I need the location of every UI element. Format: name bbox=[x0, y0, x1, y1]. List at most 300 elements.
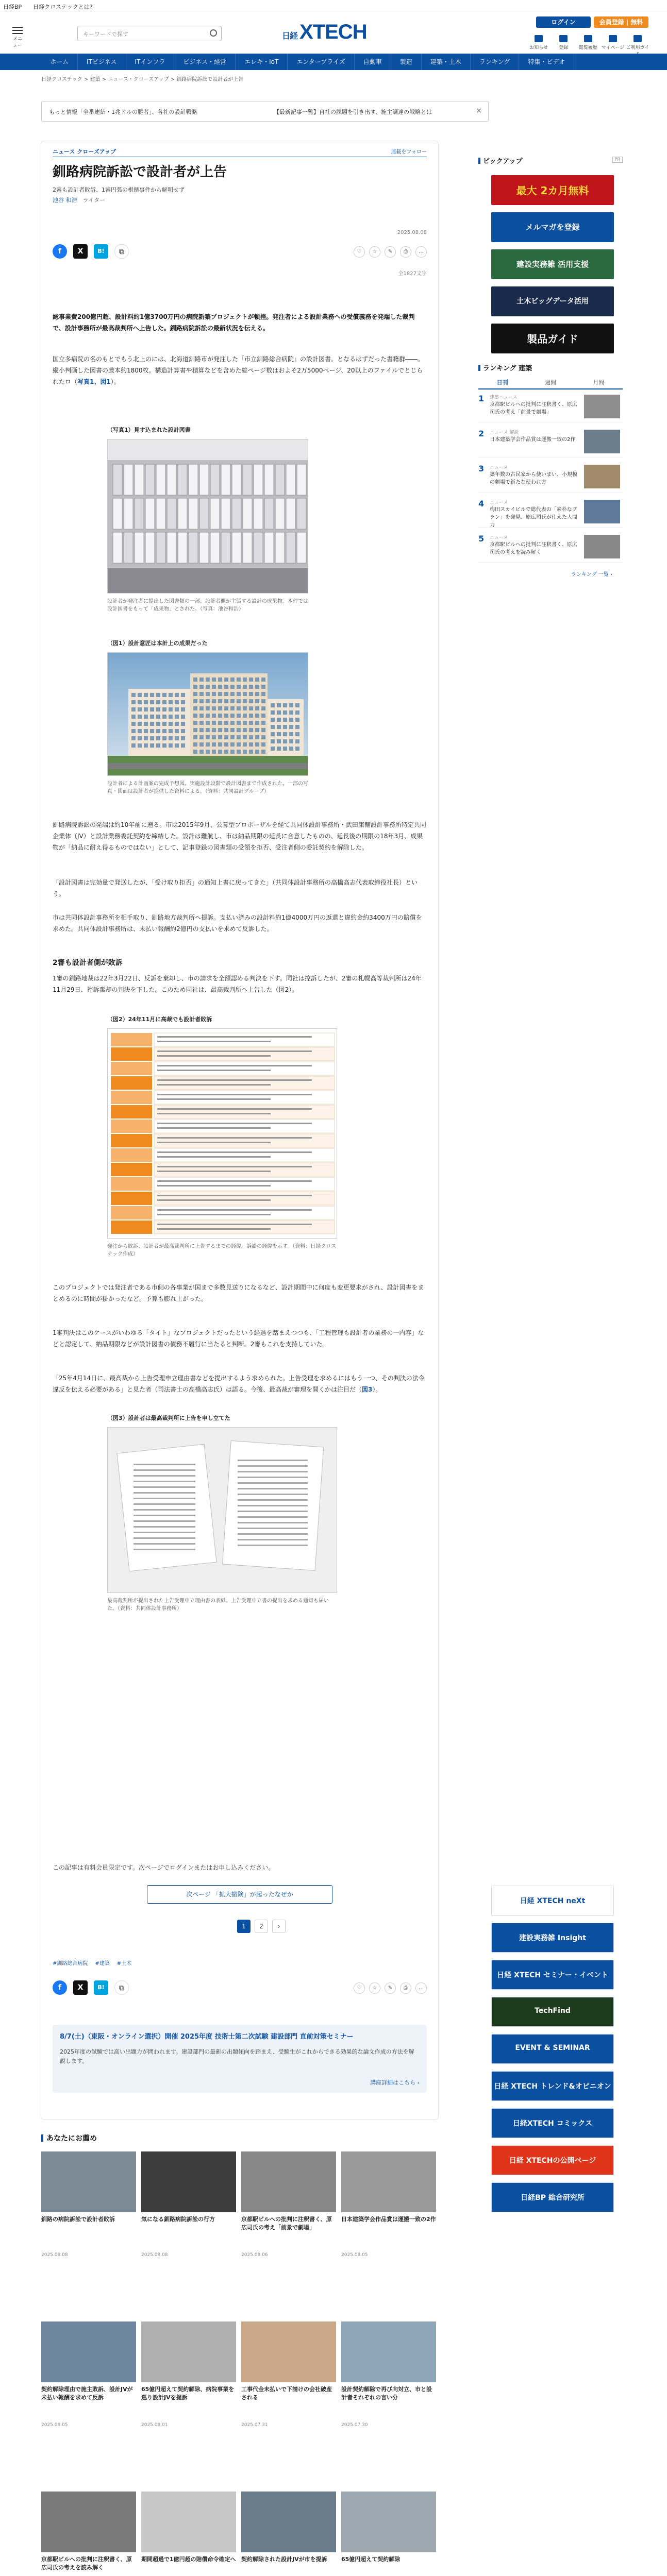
page-next[interactable]: › bbox=[272, 1920, 286, 1933]
window bbox=[212, 742, 216, 747]
text-line bbox=[157, 1098, 271, 1100]
nav-item[interactable]: エンタープライズ bbox=[288, 54, 354, 70]
promo-banner-bigdata[interactable] bbox=[491, 286, 614, 316]
window bbox=[212, 714, 216, 718]
text-line bbox=[157, 1209, 312, 1211]
promo-banner-support[interactable] bbox=[491, 249, 614, 279]
rank-number: 4 bbox=[478, 499, 485, 509]
recommend-thumbnail[interactable] bbox=[41, 2151, 136, 2212]
window bbox=[218, 714, 222, 718]
rank-title[interactable]: 京都駅ビルへの批判に注釈書く、原広司氏の考えを読み解く bbox=[490, 542, 577, 555]
window bbox=[212, 721, 216, 725]
window bbox=[261, 728, 265, 732]
banner-text: 土木ビッグデータ活用 bbox=[516, 297, 589, 306]
binder bbox=[221, 498, 230, 529]
binder bbox=[189, 498, 198, 529]
window bbox=[181, 722, 185, 726]
binder bbox=[156, 464, 165, 495]
timeline-event-cell bbox=[154, 1047, 335, 1061]
tag-link[interactable]: #土木 bbox=[116, 1961, 132, 1967]
user-icon bbox=[609, 35, 617, 42]
search-icon[interactable] bbox=[210, 29, 217, 37]
window bbox=[243, 714, 247, 718]
recommend-heading: あなたにお薦め bbox=[41, 2133, 97, 2143]
rank-thumbnail[interactable] bbox=[584, 430, 620, 453]
hatena-share-icon[interactable]: B! bbox=[94, 244, 108, 259]
window bbox=[224, 742, 228, 747]
banner-text: 製品ガイド bbox=[527, 333, 578, 345]
recommend-thumbnail[interactable] bbox=[341, 2492, 436, 2552]
window bbox=[131, 743, 136, 748]
doc-line bbox=[134, 1475, 195, 1477]
register-button[interactable]: 会員登録 | 無料 bbox=[594, 16, 648, 28]
window bbox=[212, 677, 216, 682]
binder bbox=[178, 498, 187, 529]
search-input[interactable] bbox=[77, 26, 222, 41]
site-logo[interactable] bbox=[282, 21, 367, 44]
doc-line bbox=[238, 1465, 308, 1467]
nav-item[interactable]: ランキング bbox=[471, 54, 520, 70]
recommend-title[interactable]: 工事代金未払いで下請けの会社破産される bbox=[241, 2386, 332, 2401]
binder bbox=[264, 498, 274, 529]
top-utility-bar bbox=[0, 0, 667, 11]
tab-monthly[interactable]: 月間 bbox=[593, 379, 605, 386]
window bbox=[261, 750, 265, 754]
nav-item[interactable]: 自動車 bbox=[355, 54, 391, 70]
binder bbox=[221, 464, 230, 495]
window bbox=[199, 728, 204, 732]
window bbox=[295, 718, 299, 722]
window bbox=[144, 736, 148, 740]
recommend-title[interactable]: 設計契約解除で再び向対立、市と設計者それぞれの言い分 bbox=[341, 2386, 432, 2401]
recommend-title[interactable]: 京都駅ビルへの批判に注釈書く、原広司氏の考えを読み解く bbox=[41, 2556, 132, 2571]
facebook-share-icon[interactable]: f bbox=[53, 244, 67, 259]
recommend-date: 2025.08.05 bbox=[341, 2252, 368, 2258]
timeline-date-cell bbox=[111, 1177, 152, 1191]
ranking-item[interactable] bbox=[478, 497, 623, 528]
nav-item[interactable]: ITビジネス bbox=[78, 54, 126, 70]
window bbox=[138, 729, 142, 733]
window bbox=[283, 710, 287, 715]
text-line bbox=[157, 1214, 271, 1215]
window bbox=[206, 735, 210, 739]
binder bbox=[243, 498, 252, 529]
facebook-share-icon[interactable]: f bbox=[53, 1980, 67, 1995]
rank-category: ニュース bbox=[490, 465, 508, 470]
window bbox=[144, 743, 148, 748]
window bbox=[249, 699, 253, 703]
sidebar-banner[interactable] bbox=[491, 1960, 614, 1990]
figure-note: 設計者による計画案の完成予想図。実施設計段階で設計図書まで作成された。一部の写真・図面は設計者が提供した資料による。（資料：共同設計グループ） bbox=[107, 781, 308, 794]
banner-text: 日経 XTECH neXt bbox=[520, 1897, 586, 1905]
more-icon[interactable]: … bbox=[415, 1982, 427, 1994]
window bbox=[255, 677, 259, 682]
photo-design-documents[interactable] bbox=[107, 439, 308, 594]
banner-text: TechFind bbox=[535, 2007, 571, 2015]
doc-line bbox=[134, 1532, 195, 1533]
ranking-item[interactable] bbox=[478, 427, 623, 457]
note-icon[interactable]: ✎ bbox=[385, 246, 396, 258]
recommend-thumbnail[interactable] bbox=[241, 2151, 336, 2212]
window bbox=[261, 699, 265, 703]
article-lead: 総事業費200億円超、設計料約1億3700万円の病院新築プロジェクトが頓挫。発注者による設計業務への受償義務を発端した裁判で、設計事務所が最高裁判所へ上告した。釧路病院訴訟の最新状況を伝える。 bbox=[53, 313, 415, 332]
rank-number: 5 bbox=[478, 534, 485, 544]
figure-link[interactable]: 写真1、図1 bbox=[77, 378, 111, 385]
window bbox=[199, 750, 204, 754]
nav-item[interactable]: ホーム bbox=[41, 54, 78, 70]
doc-line bbox=[238, 1545, 308, 1546]
window bbox=[224, 692, 228, 696]
tag-link[interactable]: #釧路総合病院 bbox=[53, 1961, 88, 1967]
rank-title[interactable]: 日本建築学会作品賞は運搬一致の2作 bbox=[490, 437, 576, 443]
copy-link-icon[interactable]: ⧉ bbox=[114, 1980, 129, 1995]
window bbox=[243, 750, 247, 754]
article-card bbox=[41, 141, 438, 2120]
window bbox=[271, 718, 275, 722]
window bbox=[156, 707, 160, 711]
close-icon[interactable]: × bbox=[476, 107, 482, 115]
nav-item[interactable]: 特集・ビデオ bbox=[519, 54, 574, 70]
paragraph-text: ）。 bbox=[110, 378, 120, 385]
window bbox=[218, 685, 222, 689]
seminar-promo[interactable] bbox=[53, 2025, 427, 2093]
page-1[interactable]: 1 bbox=[237, 1920, 251, 1933]
window bbox=[169, 722, 173, 726]
article-tools bbox=[354, 246, 427, 258]
text-line bbox=[157, 1108, 312, 1110]
timeline-date-cell bbox=[111, 1062, 152, 1075]
window bbox=[162, 700, 166, 704]
recommend-card[interactable] bbox=[41, 2492, 136, 2576]
window bbox=[199, 735, 204, 739]
window bbox=[175, 743, 179, 748]
binder bbox=[167, 532, 176, 563]
recommend-card[interactable] bbox=[341, 2151, 436, 2311]
print-icon[interactable]: ⎙ bbox=[400, 1982, 411, 1994]
banner-right[interactable]: 【最新記事一覧】自社の課題を引き出す、施主調達の戦略とは bbox=[274, 109, 432, 115]
sidebar-banner[interactable] bbox=[491, 1886, 614, 1916]
copy-link-icon[interactable]: ⧉ bbox=[114, 244, 129, 259]
recommend-thumbnail[interactable] bbox=[141, 2321, 236, 2382]
doc-line bbox=[134, 1503, 195, 1505]
banner-text: 日経XTECH コミックス bbox=[512, 2120, 593, 2128]
recommend-title[interactable]: 気になる釧路病院訴訟の行方 bbox=[141, 2216, 215, 2223]
like-icon[interactable]: ♡ bbox=[354, 1982, 365, 1994]
window bbox=[144, 715, 148, 719]
window bbox=[193, 742, 197, 747]
rank-title[interactable]: 梅田スカイビルで総代表の「素朴なブラン」を発見、原広司氏が仕えた人間力 bbox=[490, 507, 577, 528]
text-line bbox=[157, 1094, 312, 1095]
doc-line bbox=[238, 1499, 308, 1501]
x-share-icon[interactable]: X bbox=[73, 1980, 88, 1995]
login-button[interactable]: ログイン bbox=[536, 16, 591, 28]
text-line bbox=[157, 1079, 312, 1081]
window bbox=[193, 750, 197, 754]
window bbox=[206, 699, 210, 703]
nav-item[interactable]: 製造 bbox=[391, 54, 422, 70]
sidebar-banner[interactable] bbox=[491, 2071, 614, 2101]
binder bbox=[254, 498, 263, 529]
pr-badge: PR bbox=[612, 157, 623, 163]
follow-series-button[interactable]: 連載をフォロー bbox=[391, 149, 427, 155]
menu-button[interactable] bbox=[11, 27, 24, 48]
recommend-card[interactable] bbox=[341, 2492, 436, 2576]
recommend-card[interactable] bbox=[141, 2321, 236, 2481]
sidebar-banner[interactable] bbox=[491, 1997, 614, 2027]
window bbox=[206, 728, 210, 732]
window bbox=[249, 677, 253, 682]
window bbox=[283, 739, 287, 743]
series-label[interactable]: ニュース クローズアップ bbox=[53, 148, 116, 155]
article-subtitle: 2審も設計者敗訴、1審円弧の根拠事件から解明せず bbox=[53, 187, 185, 193]
window bbox=[230, 685, 235, 689]
article-date: 2025.08.08 bbox=[397, 230, 427, 235]
window bbox=[212, 692, 216, 696]
char-count: 全1827文字 bbox=[398, 271, 427, 277]
text-line bbox=[157, 1050, 312, 1052]
window bbox=[277, 710, 281, 715]
recommend-thumbnail[interactable] bbox=[141, 2492, 236, 2552]
timeline-date-cell bbox=[111, 1091, 152, 1104]
recommend-card[interactable] bbox=[241, 2492, 336, 2576]
ranking-more-link[interactable]: ランキング 一覧 › bbox=[571, 572, 613, 578]
recommend-thumbnail[interactable] bbox=[341, 2151, 436, 2212]
seminar-body: 2025年度の試験では高い出題力が問われます。建設部門の最新の出題傾向を踏まえ、受験生がこれからできる効果的な論文作成の方法を解説します。 bbox=[60, 2048, 414, 2064]
window bbox=[181, 736, 185, 740]
document-photo[interactable] bbox=[107, 1427, 337, 1593]
rendering-hospital[interactable] bbox=[107, 652, 308, 776]
banner-left[interactable]: もっと情報「全番連結・1兆ドルの勝者」、各社の設計戦略 bbox=[49, 109, 197, 115]
binder bbox=[135, 532, 144, 563]
window bbox=[193, 706, 197, 710]
rank-title[interactable]: 築年数の古民家から使いまい、小規模の劇場で新たな使われ方 bbox=[490, 472, 577, 485]
window bbox=[162, 729, 166, 733]
window bbox=[224, 699, 228, 703]
window bbox=[156, 715, 160, 719]
window bbox=[144, 700, 148, 704]
doc-line bbox=[134, 1509, 195, 1511]
figure-caption: （図3）設計者は最高裁判所に上告を申し立てた bbox=[107, 1415, 230, 1421]
window bbox=[199, 714, 204, 718]
window bbox=[261, 685, 265, 689]
recommend-card[interactable] bbox=[241, 2151, 336, 2311]
window bbox=[199, 677, 204, 682]
timeline-event-cell bbox=[154, 1148, 335, 1162]
window bbox=[224, 721, 228, 725]
more-icon[interactable]: … bbox=[415, 246, 427, 258]
timeline-table-image[interactable] bbox=[107, 1028, 337, 1239]
binder bbox=[145, 464, 155, 495]
window bbox=[271, 747, 275, 751]
recommend-thumbnail[interactable] bbox=[41, 2492, 136, 2552]
doc-line bbox=[238, 1528, 308, 1529]
binder bbox=[232, 464, 241, 495]
sidebar-banner[interactable] bbox=[491, 2034, 614, 2064]
window bbox=[230, 714, 235, 718]
rank-category: ニュース bbox=[490, 500, 508, 505]
breadcrumb[interactable]: 日経クロステック > 建築 > ニュース・クローズアップ > 釧路病院訴訟で設計者が上告 bbox=[41, 77, 244, 82]
timeline-date-cell bbox=[111, 1105, 152, 1118]
text-line bbox=[157, 1180, 312, 1182]
paragraph-text: 「25年4月14日に、最高裁から上告受理申立理由書などを提出するよう求められた。上告受理を求めるにはもう一つ、その判決の法令違反を伝える必要がある」と見た者（司法書士の高橋高志氏）は語る。今後、最高裁が審理を開くかは注目だ（ bbox=[53, 1375, 425, 1393]
ranking-item[interactable] bbox=[478, 462, 623, 493]
window bbox=[131, 736, 136, 740]
article-paragraph: 釧路病院訴訟の発端は約10年前に遡る。市は2015年9月、公募型プロポーザルを経て共同体設計事務所・武田康輔設計事務所特定共同企業体（JV）と設計業務委託契約を締結した。設計は難航し、市は納品期限の延長に合意したものの、延長後の期限の18年3月、成果物が「納品に耐え得るものではない」として、記事登録の図書類の受領を拒否、受注者側の委託契約を解除した。 bbox=[53, 821, 426, 851]
save-icon[interactable]: ☆ bbox=[369, 1982, 380, 1994]
notice-banner[interactable] bbox=[41, 101, 489, 122]
text-line bbox=[157, 1055, 271, 1057]
sidebar-banner[interactable] bbox=[491, 1923, 614, 1953]
binder bbox=[189, 464, 198, 495]
binder bbox=[113, 532, 122, 563]
banner-text: EVENT & SEMINAR bbox=[515, 2044, 590, 2052]
recommend-card[interactable] bbox=[341, 2321, 436, 2481]
window bbox=[193, 721, 197, 725]
promo-banner-products[interactable] bbox=[491, 324, 614, 353]
recommend-thumbnail[interactable] bbox=[241, 2492, 336, 2552]
text-line bbox=[157, 1123, 312, 1124]
banner-text: 日経 XTECH セミナー・イベント bbox=[497, 1971, 608, 1979]
seminar-title[interactable]: 8/7(土)（東阪・オンライン選択）開催 2025年度 技術士第二次試験 建設部門 直前対策セミナー bbox=[60, 2033, 354, 2041]
window bbox=[193, 692, 197, 696]
recommend-title[interactable]: 契約解除理由で施主敗訴、設計JVが未払い報酬を求めて反訴 bbox=[41, 2386, 133, 2401]
doc-line bbox=[134, 1520, 195, 1522]
window bbox=[230, 692, 235, 696]
window bbox=[131, 715, 136, 719]
article-paragraph: 「設計図書は完効量で発送したが、「受け取り拒否」の通知上書に戻ってきた」（共同体設計事務所の高橋高志代表取締役社長）という。 bbox=[53, 879, 418, 897]
sidebar-banner[interactable] bbox=[491, 2108, 614, 2138]
window bbox=[162, 715, 166, 719]
window bbox=[271, 739, 275, 743]
window bbox=[144, 707, 148, 711]
like-icon[interactable]: ♡ bbox=[354, 246, 365, 258]
window bbox=[237, 699, 241, 703]
window bbox=[289, 747, 293, 751]
nikkeibp-link[interactable]: 日経BP bbox=[3, 4, 22, 10]
timeline-date-cell bbox=[111, 1206, 152, 1219]
window bbox=[162, 707, 166, 711]
window bbox=[199, 721, 204, 725]
recommend-card[interactable] bbox=[41, 2321, 136, 2481]
recommend-thumbnail[interactable] bbox=[341, 2321, 436, 2382]
window bbox=[138, 743, 142, 748]
recommend-title[interactable]: 65億円超えて契約解除 bbox=[341, 2556, 401, 2563]
window bbox=[255, 728, 259, 732]
nav-item[interactable]: 建築・土木 bbox=[422, 54, 471, 70]
tab-weekly[interactable]: 週間 bbox=[544, 379, 556, 386]
window bbox=[295, 710, 299, 715]
sidebar-banner[interactable] bbox=[491, 2145, 614, 2175]
pickup-heading: ピックアップ bbox=[478, 156, 523, 165]
doc-line bbox=[134, 1537, 195, 1539]
binder bbox=[254, 464, 263, 495]
nav-item[interactable]: エレキ・IoT bbox=[236, 54, 288, 70]
window bbox=[169, 736, 173, 740]
nav-item[interactable]: ビジネス・経営 bbox=[174, 54, 236, 70]
nav-item[interactable]: ITインフラ bbox=[126, 54, 175, 70]
recommend-card[interactable] bbox=[241, 2321, 336, 2481]
tag-link[interactable]: #建築 bbox=[95, 1961, 110, 1967]
banner-text: 日経BP 総合研究所 bbox=[521, 2194, 585, 2202]
promo-banner-newsletter[interactable] bbox=[491, 212, 614, 242]
timeline-event-cell bbox=[154, 1206, 335, 1219]
window bbox=[131, 707, 136, 711]
rank-thumbnail[interactable] bbox=[584, 395, 620, 418]
timeline-event-cell bbox=[154, 1062, 335, 1075]
window bbox=[230, 706, 235, 710]
sidebar-banner[interactable] bbox=[491, 2182, 614, 2212]
window bbox=[150, 693, 154, 697]
binder bbox=[264, 464, 274, 495]
recommend-thumbnail[interactable] bbox=[241, 2321, 336, 2382]
binder bbox=[156, 498, 165, 529]
seminar-link[interactable]: 講座詳細はこちら › bbox=[370, 2079, 420, 2086]
article-tools-bottom bbox=[354, 1982, 427, 1994]
recommend-title[interactable]: 65億円超えて契約解除、病院事業を巡り設計JVを提訴 bbox=[141, 2386, 235, 2401]
window bbox=[175, 736, 179, 740]
about-link[interactable]: 日経クロステックとは? bbox=[33, 4, 93, 10]
banner-text: 日経 XTECHの公開ページ bbox=[509, 2157, 596, 2165]
x-share-icon[interactable]: X bbox=[73, 244, 88, 259]
recommend-title[interactable]: 釧路の病院訴訟で設計者敗訴 bbox=[41, 2216, 115, 2223]
recommend-date: 2025.08.06 bbox=[241, 2252, 268, 2258]
recommend-thumbnail[interactable] bbox=[141, 2151, 236, 2212]
tab-daily[interactable]: 日刊 bbox=[496, 379, 508, 386]
page-2[interactable]: 2 bbox=[255, 1920, 268, 1933]
recommend-thumbnail[interactable] bbox=[41, 2321, 136, 2382]
recommend-card[interactable] bbox=[41, 2151, 136, 2311]
rank-thumbnail[interactable] bbox=[584, 465, 620, 488]
print-icon[interactable]: ⎙ bbox=[400, 246, 411, 258]
recommend-title[interactable]: 京都駅ビルへの批判に注釈書く、原広司氏の考え「前景で劇場」 bbox=[241, 2216, 332, 2231]
window bbox=[138, 715, 142, 719]
rank-title[interactable]: 京都駅ビルへの批判に注釈書く、原広司氏の考え「前景で劇場」 bbox=[490, 402, 577, 415]
save-icon[interactable]: ☆ bbox=[369, 246, 380, 258]
recommend-title[interactable]: 日本建築学会作品賞は運搬一致の2作 bbox=[341, 2216, 436, 2223]
article-paragraph: このプロジェクトでは発注者である市側の各事業が国まで多数見送りになるなど、設計期間中に何度も変更要求がされ、設計図書をまとめるのに時間が掛かったなど。予算も膨れ上がった。 bbox=[53, 1284, 424, 1302]
binder bbox=[145, 532, 155, 563]
binder bbox=[145, 498, 155, 529]
binder bbox=[210, 532, 220, 563]
rank-thumbnail[interactable] bbox=[584, 535, 620, 558]
window bbox=[218, 728, 222, 732]
text-line bbox=[157, 1156, 271, 1158]
window bbox=[271, 725, 275, 729]
window bbox=[169, 729, 173, 733]
binder bbox=[178, 532, 187, 563]
text-line bbox=[157, 1065, 312, 1066]
binder bbox=[286, 464, 295, 495]
figure-link[interactable]: 図3 bbox=[362, 1386, 373, 1393]
next-page-button[interactable]: 次ページ 「拡大撤険」が起ったなぜか bbox=[147, 1885, 332, 1904]
window bbox=[277, 747, 281, 751]
note-icon[interactable]: ✎ bbox=[385, 1982, 396, 1994]
ranking-item[interactable] bbox=[478, 392, 623, 422]
recommend-title[interactable]: 期間超過で1億円超の賠償命令確定へ bbox=[141, 2556, 236, 2563]
doc-line bbox=[134, 1549, 195, 1550]
hatena-share-icon[interactable]: B! bbox=[94, 1980, 108, 1995]
ranking-item[interactable] bbox=[478, 532, 623, 563]
timeline-event-cell bbox=[154, 1076, 335, 1090]
recommend-card[interactable] bbox=[141, 2492, 236, 2576]
promo-banner-free[interactable] bbox=[491, 175, 614, 205]
author-link[interactable]: 池谷 和浩 bbox=[53, 197, 77, 204]
rank-thumbnail[interactable] bbox=[584, 500, 620, 523]
recommend-card[interactable] bbox=[141, 2151, 236, 2311]
recommend-title[interactable]: 契約解除された設計JVが市を提訴 bbox=[241, 2556, 327, 2563]
window bbox=[162, 743, 166, 748]
window bbox=[181, 707, 185, 711]
